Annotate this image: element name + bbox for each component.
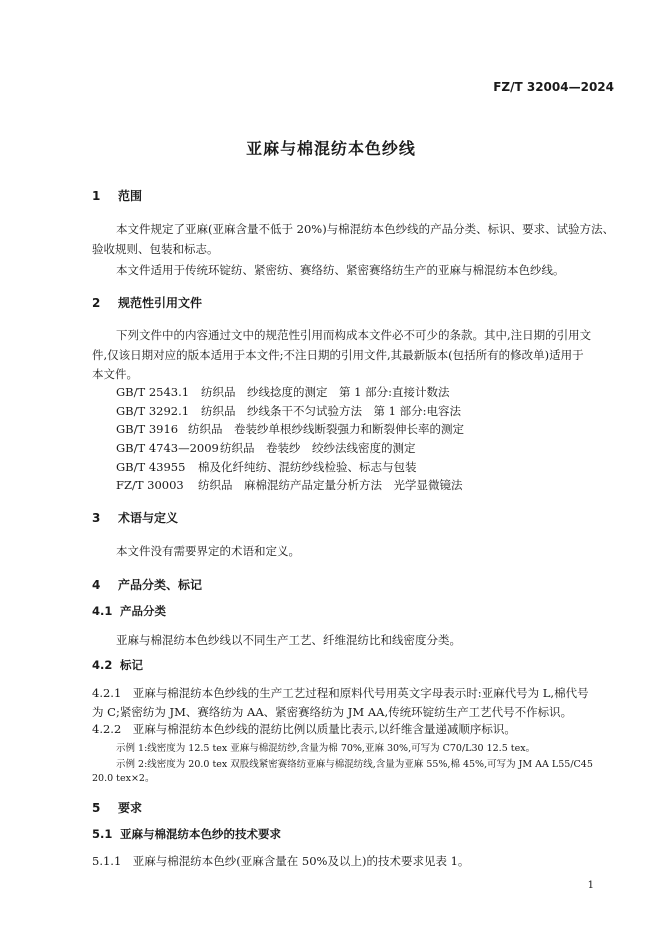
subsection-4-2-heading [92,657,143,673]
section-title: 产品分类、标记 [118,578,203,592]
example-2-line: 示例 2:线密度为 20.0 tex 双股线紧密赛络纺亚麻与棉混纺线,含量为亚麻 55%,棉 45%,可写为 JM AA L55/C45 [116,759,593,770]
reference-code: GB/T 3916 [116,422,179,436]
section-title: 术语与定义 [118,511,179,525]
clause-5-1-1: 5.1.1 亚麻与棉混纺本色纱(亚麻含量在 50%及以上)的技术要求见表 1。 [92,854,470,868]
reference-title: 纺织品 卷装纱 绞纱法线密度的测定 [220,441,416,455]
standard-code: FZ/T 32004—2024 [493,80,614,94]
subsection-title: 标记 [120,658,143,672]
document-title: 亚麻与棉混纺本色纱线 [246,139,416,158]
paragraph-line: 验收规则、包装和标志。 [92,242,219,256]
section-number: 4 [92,578,101,592]
page-number: 1 [587,880,594,891]
reference-item [116,440,416,456]
reference-title: 纺织品 纱线条干不匀试验方法 第 1 部分:电容法 [201,404,461,418]
paragraph-line: 本文件适用于传统环锭纺、紧密纺、赛络纺、紧密赛络纺生产的亚麻与棉混纺本色纱线。 [116,263,565,277]
reference-title: 纺织品 纱线捻度的测定 第 1 部分:直接计数法 [201,385,450,399]
section-1-heading [92,187,142,204]
subsection-number: 4.2 [92,658,113,672]
reference-code: GB/T 4743—2009 [116,441,219,455]
section-number: 2 [92,296,101,310]
reference-code: GB/T 3292.1 [116,404,190,418]
paragraph-line: 本文件没有需要界定的术语和定义。 [116,544,300,558]
section-number: 1 [92,189,101,203]
section-title: 范围 [118,189,143,203]
section-2-heading [92,294,202,311]
clause-4-2-1-line: 4.2.1 亚麻与棉混纺本色纱线的生产工艺过程和原料代号用英文字母表示时:亚麻代号为 L,棉代号 [92,686,589,700]
clause-4-2-2: 4.2.2 亚麻与棉混纺本色纱线的混纺比例以质量比表示,以纤维含量递减顺序标识。 [92,722,516,736]
reference-title: 棉及化纤纯纺、混纺纱线检验、标志与包装 [198,460,417,474]
reference-item [116,477,463,493]
reference-item [116,459,417,475]
section-5-heading [92,799,142,816]
paragraph-line: 本文件。 [92,367,138,381]
subsection-title: 亚麻与棉混纺本色纱的技术要求 [120,827,281,841]
paragraph-line: 本文件规定了亚麻(亚麻含量不低于 20%)与棉混纺本色纱线的产品分类、标识、要求、试验方法、 [116,222,615,236]
subsection-number: 5.1 [92,827,113,841]
section-3-heading [92,509,178,526]
reference-title: 纺织品 麻棉混纺产品定量分析方法 光学显微镜法 [198,478,463,492]
subsection-4-1-heading [92,603,166,619]
reference-item [116,403,461,419]
paragraph-line: 亚麻与棉混纺本色纱线以不同生产工艺、纤维混纺比和线密度分类。 [116,633,461,647]
section-title: 要求 [118,801,143,815]
subsection-title: 产品分类 [120,604,166,618]
reference-code: GB/T 43955 [116,460,186,474]
subsection-5-1-heading [92,826,281,842]
clause-4-2-1-line: 为 C;紧密纺为 JM、赛络纺为 AA、紧密赛络纺为 JM AA,传统环锭纺生产工艺代号不作标识。 [92,705,573,719]
subsection-number: 4.1 [92,604,113,618]
section-number: 5 [92,801,101,815]
reference-code: GB/T 2543.1 [116,385,190,399]
example-1: 示例 1:线密度为 12.5 tex 亚麻与棉混纺纱,含量为棉 70%,亚麻 30%,可写为 C70/L30 12.5 tex。 [116,743,536,754]
paragraph-line: 件,仅该日期对应的版本适用于本文件;不注日期的引用文件,其最新版本(包括所有的修改单)适用于 [92,348,584,362]
section-number: 3 [92,511,101,525]
section-4-heading [92,576,202,593]
reference-item [116,421,464,437]
section-title: 规范性引用文件 [118,296,203,310]
paragraph-line: 下列文件中的内容通过文中的规范性引用而构成本文件必不可少的条款。其中,注日期的引用文 [116,328,592,342]
reference-code: FZ/T 30003 [116,478,184,492]
reference-item [116,384,450,400]
example-2-line: 20.0 tex×2。 [92,773,155,784]
reference-title: 纺织品 卷装纱单根纱线断裂强力和断裂伸长率的测定 [188,422,464,436]
